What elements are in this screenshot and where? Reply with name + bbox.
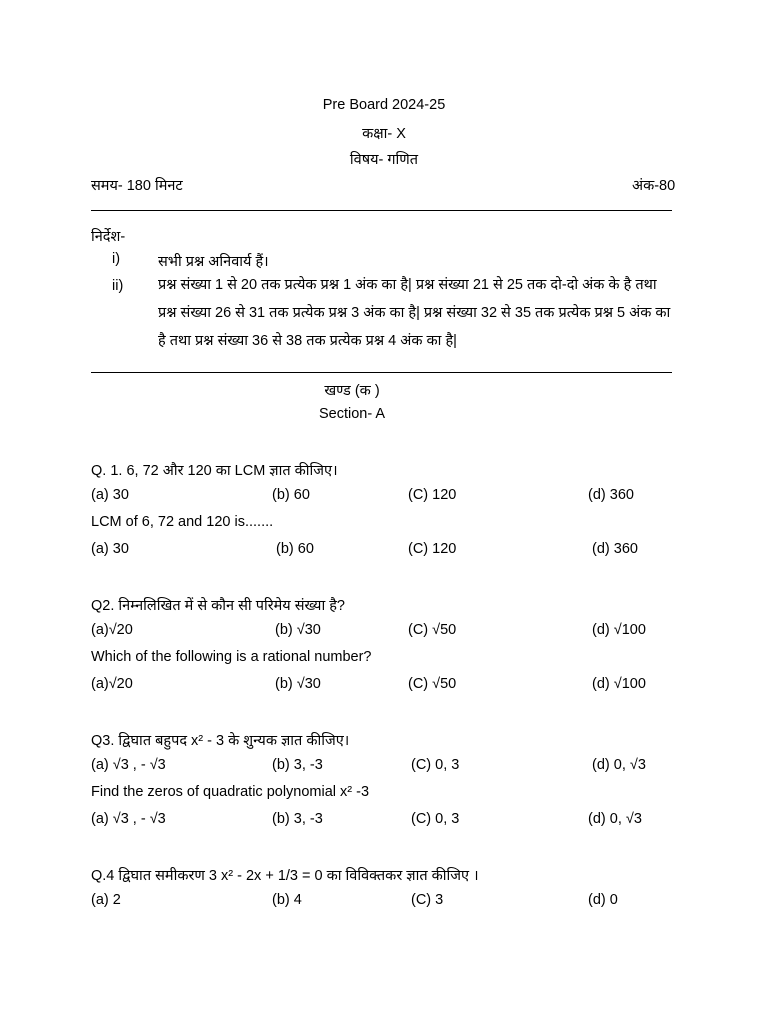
q2-en-option-a: (a)√20	[91, 676, 133, 692]
instruction-num-2: ii)	[112, 278, 124, 294]
q2-en-option-b: (b) √30	[275, 676, 321, 692]
q3-hi-option-a: (a) √3 , - √3	[91, 757, 166, 773]
exam-title: Pre Board 2024-25	[322, 97, 446, 113]
q2-en-option-d: (d) √100	[592, 676, 646, 692]
q1-hi-option-c: (C) 120	[408, 487, 457, 503]
marks-label: अंक-80	[632, 178, 676, 194]
q3-hi-option-d: (d) 0, √3	[592, 757, 646, 773]
question-2-english: Which of the following is a rational number?	[91, 649, 372, 665]
q3-hi-option-c: (C) 0, 3	[411, 757, 460, 773]
q2-hi-option-c: (C) √50	[408, 622, 457, 638]
q3-en-option-c: (C) 0, 3	[411, 811, 460, 827]
question-1-hindi: Q. 1. 6, 72 और 120 का LCM ज्ञात कीजिए।	[91, 463, 338, 479]
q1-en-option-b: (b) 60	[276, 541, 314, 557]
question-1-english: LCM of 6, 72 and 120 is.......	[91, 514, 274, 530]
q1-hi-option-a: (a) 30	[91, 487, 129, 503]
instruction-text-1: सभी प्रश्न अनिवार्य हैं।	[158, 254, 269, 270]
instruction-num-1: i)	[112, 251, 121, 267]
q4-hi-option-a: (a) 2	[91, 892, 121, 908]
q1-en-option-a: (a) 30	[91, 541, 129, 557]
class-label: कक्षा- X	[362, 126, 406, 142]
q1-en-option-c: (C) 120	[408, 541, 457, 557]
question-4-hindi: Q.4 द्विघात समीकरण 3 x² - 2x + 1/3 = 0 का विविक्तकर ज्ञात कीजिए ।	[91, 868, 479, 884]
q2-hi-option-d: (d) √100	[592, 622, 646, 638]
q4-hi-option-c: (C) 3	[411, 892, 444, 908]
time-label: समय- 180 मिनट	[91, 178, 183, 194]
instructions-heading: निर्देश-	[91, 229, 126, 245]
q1-en-option-d: (d) 360	[592, 541, 638, 557]
question-2-hindi: Q2. निम्नलिखित में से कौन सी परिमेय संख्या है?	[91, 598, 345, 614]
divider-top	[91, 210, 672, 211]
section-title-hindi: खण्ड (क )	[324, 383, 380, 399]
q4-hi-option-d: (d) 0	[588, 892, 618, 908]
q1-hi-option-b: (b) 60	[272, 487, 310, 503]
q3-en-option-b: (b) 3, -3	[272, 811, 323, 827]
subject-label: विषय- गणित	[349, 152, 419, 168]
q3-en-option-a: (a) √3 , - √3	[91, 811, 166, 827]
question-3-english: Find the zeros of quadratic polynomial x² -3	[91, 784, 370, 800]
q3-en-option-d: (d) 0, √3	[588, 811, 642, 827]
q1-hi-option-d: (d) 360	[588, 487, 634, 503]
section-title-english: Section- A	[318, 406, 386, 422]
q2-hi-option-a: (a)√20	[91, 622, 133, 638]
instruction-text-2: प्रश्न संख्या 1 से 20 तक प्रत्येक प्रश्न 1 अंक का है| प्रश्न संख्या 21 से 25 तक दो-दो अंक के है तथा प्रश्न संख्या 26 से 31 तक प्रत्येक प्रश्न 3 अंक का है| प्रश्न संख्या 32 से 35 तक प्रत्येक प्रश्न 5 अंक का है तथा प्रश्न संख्या 36 से 38 तक प्रत्येक प्रश्न 4 अंक का है|	[158, 277, 671, 349]
q2-hi-option-b: (b) √30	[275, 622, 321, 638]
q3-hi-option-b: (b) 3, -3	[272, 757, 323, 773]
q4-hi-option-b: (b) 4	[272, 892, 302, 908]
q2-en-option-c: (C) √50	[408, 676, 457, 692]
divider-bottom	[91, 372, 672, 373]
question-3-hindi: Q3. द्विघात बहुपद x² - 3 के शुन्यक ज्ञात कीजिए।	[91, 733, 350, 749]
